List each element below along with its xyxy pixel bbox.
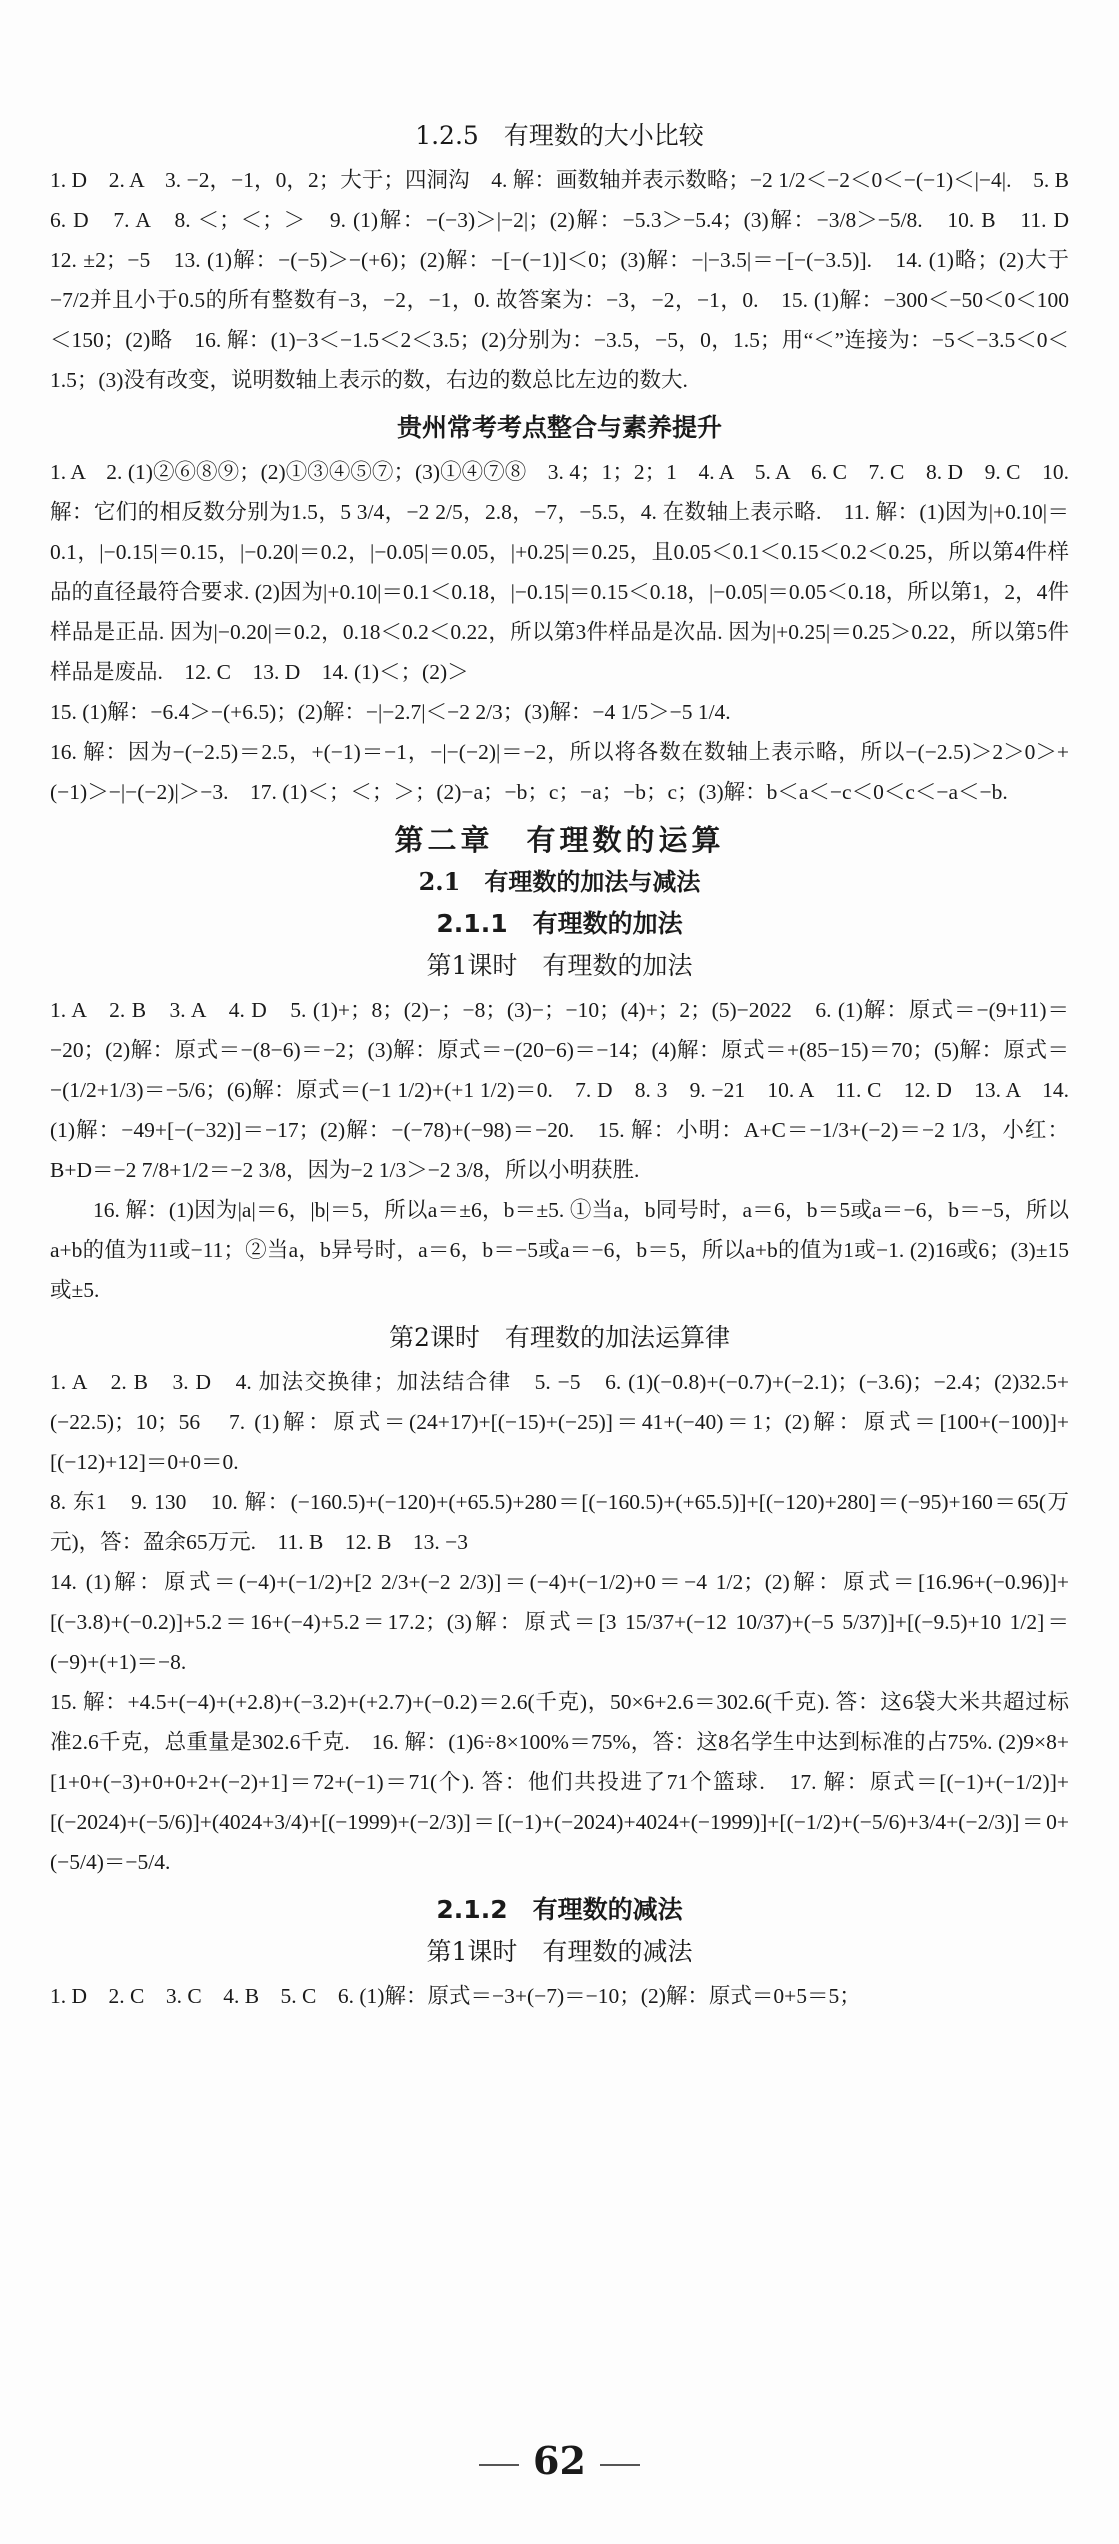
answers-lesson2-part1: 1. A 2. B 3. D 4. 加法交换律；加法结合律 5. −5 6. (1)(−0.8)+(−0.7)+(−2.1)；(−3.6)；−2.4；(2)32.5+(−22.5)；10；56 7. (1)解：原式＝(24+17)+[(−15)+(−25)]＝41+(−40)＝1；(2)解：原式＝[100+(−100)]+[(−12)+12]＝0+0＝0. xyxy=(50,1370,1069,1474)
page-number-footer xyxy=(0,2438,1119,2483)
footer-rule-left xyxy=(479,2464,519,2466)
chapter-title: 第二章 有理数的运算 xyxy=(394,823,725,857)
section-title-2-1-1: 2.1.1 有理数的加法 xyxy=(436,909,683,938)
footer-rule-right xyxy=(600,2464,640,2466)
section-title-guizhou: 贵州常考考点整合与素养提升 xyxy=(396,413,722,442)
page-number: 62 xyxy=(533,2438,586,2483)
answers-guizhou-part3: 16. 解：因为−(−2.5)＝2.5，+(−1)＝−1，−|−(−2)|＝−2，所以将各数在数轴上表示略，所以−(−2.5)＞2＞0＞+(−1)＞−|−(−2)|＞−3. 17. (1)＜；＜；＞；(2)−a；−b；c；−a；−b；c；(3)解：b＜a＜−c＜0＜c＜−a＜−b. xyxy=(50,740,1069,804)
answers-lesson2-part3: 14. (1)解：原式＝(−4)+(−1/2)+[2 2/3+(−2 2/3)]＝(−4)+(−1/2)+0＝−4 1/2；(2)解：原式＝[16.96+(−0.96)]+[(−3.8)+(−0.2)]+5.2＝16+(−4)+5.2＝17.2；(3)解：原式＝[3 15/37+(−12 10/37)+(−5 5/37)]+[(−9.5)+10 1/2]＝(−9)+(+1)＝−8. xyxy=(50,1570,1069,1674)
answers-lesson2-part4: 15. 解：+4.5+(−4)+(+2.8)+(−3.2)+(+2.7)+(−0.2)＝2.6(千克)，50×6+2.6＝302.6(千克). 答：这6袋大米共超过标准2.6千克，总重量是302.6千克. 16. 解：(1)6÷8×100%＝75%，答：这8名学生中达到标准的占75%. (2)9×8+[1+0+(−3)+0+0+2+(−2)+1]＝72+(−1)＝71(个). 答：他们共投进了71个篮球. 17. 解：原式＝[(−1)+(−1/2)]+[(−2024)+(−5/6)]+(4024+3/4)+[(−1999)+(−2/3)]＝[(−1)+(−2024)+4024+(−1999)]+[(−1/2)+(−5/6)+3/4+(−2/3)]＝0+(−5/4)＝−5/4. xyxy=(50,1690,1069,1874)
answers-lesson1-part2: 16. 解：(1)因为|a|＝6，|b|＝5，所以a＝±6，b＝±5. ①当a，b同号时，a＝6，b＝5或a＝−6，b＝−5，所以a+b的值为11或−11；②当a，b异号时，a＝6，b＝−5或a＝−6，b＝5，所以a+b的值为1或−1. (2)16或6；(3)±15或±5. xyxy=(50,1198,1069,1302)
answers-1-2-5: 1. D 2. A 3. −2，−1，0，2；大于；四洞沟 4. 解：画数轴并表示数略；−2 1/2＜−2＜0＜−(−1)＜|−4|. 5. B 6. D 7. A 8. ＜；＜；＞ 9. (1)解：−(−3)＞|−2|；(2)解：−5.3＞−5.4；(3)解：−3/8＞−5/8. 10. B 11. D 12. ±2；−5 13. (1)解：−(−5)＞−(+6)；(2)解：−[−(−1)]＜0；(3)解：−|−3.5|＝−[−(−3.5)]. 14. (1)略；(2)大于−7/2并且小于0.5的所有整数有−3，−2，−1，0. 故答案为：−3，−2，−1，0. 15. (1)解：−300＜−50＜0＜100＜150；(2)略 16. 解：(1)−3＜−1.5＜2＜3.5；(2)分别为：−3.5，−5，0，1.5；用“＜”连接为：−5＜−3.5＜0＜1.5；(3)没有改变，说明数轴上表示的数，右边的数总比左边的数大. xyxy=(50,168,1091,392)
section-title-2-1: 2.1 有理数的加法与减法 xyxy=(418,867,701,896)
answers-guizhou-part2: 15. (1)解：−6.4＞−(+6.5)；(2)解：−|−2.7|＜−2 2/3；(3)解：−4 1/5＞−5 1/4. xyxy=(50,700,731,724)
lesson-title-1: 第1课时 有理数的加法 xyxy=(426,951,693,980)
answers-guizhou-part1: 1. A 2. (1)②⑥⑧⑨；(2)①③④⑤⑦；(3)①④⑦⑧ 3. 4；1；2；1 4. A 5. A 6. C 7. C 8. D 9. C 10. 解：它们的相反数分别为1.5，5 3/4，−2 2/5，2.8，−7，−5.5，4. 在数轴上表示略. 11. 解：(1)因为|+0.10|＝0.1，|−0.15|＝0.15，|−0.20|＝0.2，|−0.05|＝0.05，|+0.25|＝0.25，且0.05＜0.1＜0.15＜0.2＜0.25，所以第4件样品的直径最符合要求. (2)因为|+0.10|＝0.1＜0.18，|−0.15|＝0.15＜0.18，|−0.05|＝0.05＜0.18，所以第1，2，4件样品是正品. 因为|−0.20|＝0.2，0.18＜0.2＜0.22，所以第3件样品是次品. 因为|+0.25|＝0.25＞0.22，所以第5件样品是废品. 12. C 13. D 14. (1)＜；(2)＞ xyxy=(50,460,1069,684)
answers-lesson3: 1. D 2. C 3. C 4. B 5. C 6. (1)解：原式＝−3+(−7)＝−10；(2)解：原式＝0+5＝5； xyxy=(50,1984,861,2008)
lesson-title-2: 第2课时 有理数的加法运算律 xyxy=(389,1323,730,1352)
answers-lesson2-part2: 8. 东1 9. 130 10. 解：(−160.5)+(−120)+(+65.5)+280＝[(−160.5)+(+65.5)]+[(−120)+280]＝(−95)+160＝65(万元)，答：盈余65万元. 11. B 12. B 13. −3 xyxy=(50,1490,1069,1554)
section-title-2-1-2: 2.1.2 有理数的减法 xyxy=(436,1895,683,1924)
answers-lesson1-part1: 1. A 2. B 3. A 4. D 5. (1)+；8；(2)−；−8；(3)−；−10；(4)+；2；(5)−2022 6. (1)解：原式＝−(9+11)＝−20；(2)解：原式＝−(8−6)＝−2；(3)解：原式＝−(20−6)＝−14；(4)解：原式＝+(85−15)＝70；(5)解：原式＝−(1/2+1/3)＝−5/6；(6)解：原式＝(−1 1/2)+(+1 1/2)＝0. 7. D 8. 3 9. −21 10. A 11. C 12. D 13. A 14. (1)解：−49+[−(−32)]＝−17；(2)解：−(−78)+(−98)＝−20. 15. 解：小明：A+C＝−1/3+(−2)＝−2 1/3，小红：B+D＝−2 7/8+1/2＝−2 3/8，因为−2 1/3＞−2 3/8，所以小明获胜. xyxy=(50,998,1069,1182)
section-title-1-2-5: 1.2.5 有理数的大小比较 xyxy=(415,121,704,150)
lesson-title-3: 第1课时 有理数的减法 xyxy=(426,1937,693,1966)
